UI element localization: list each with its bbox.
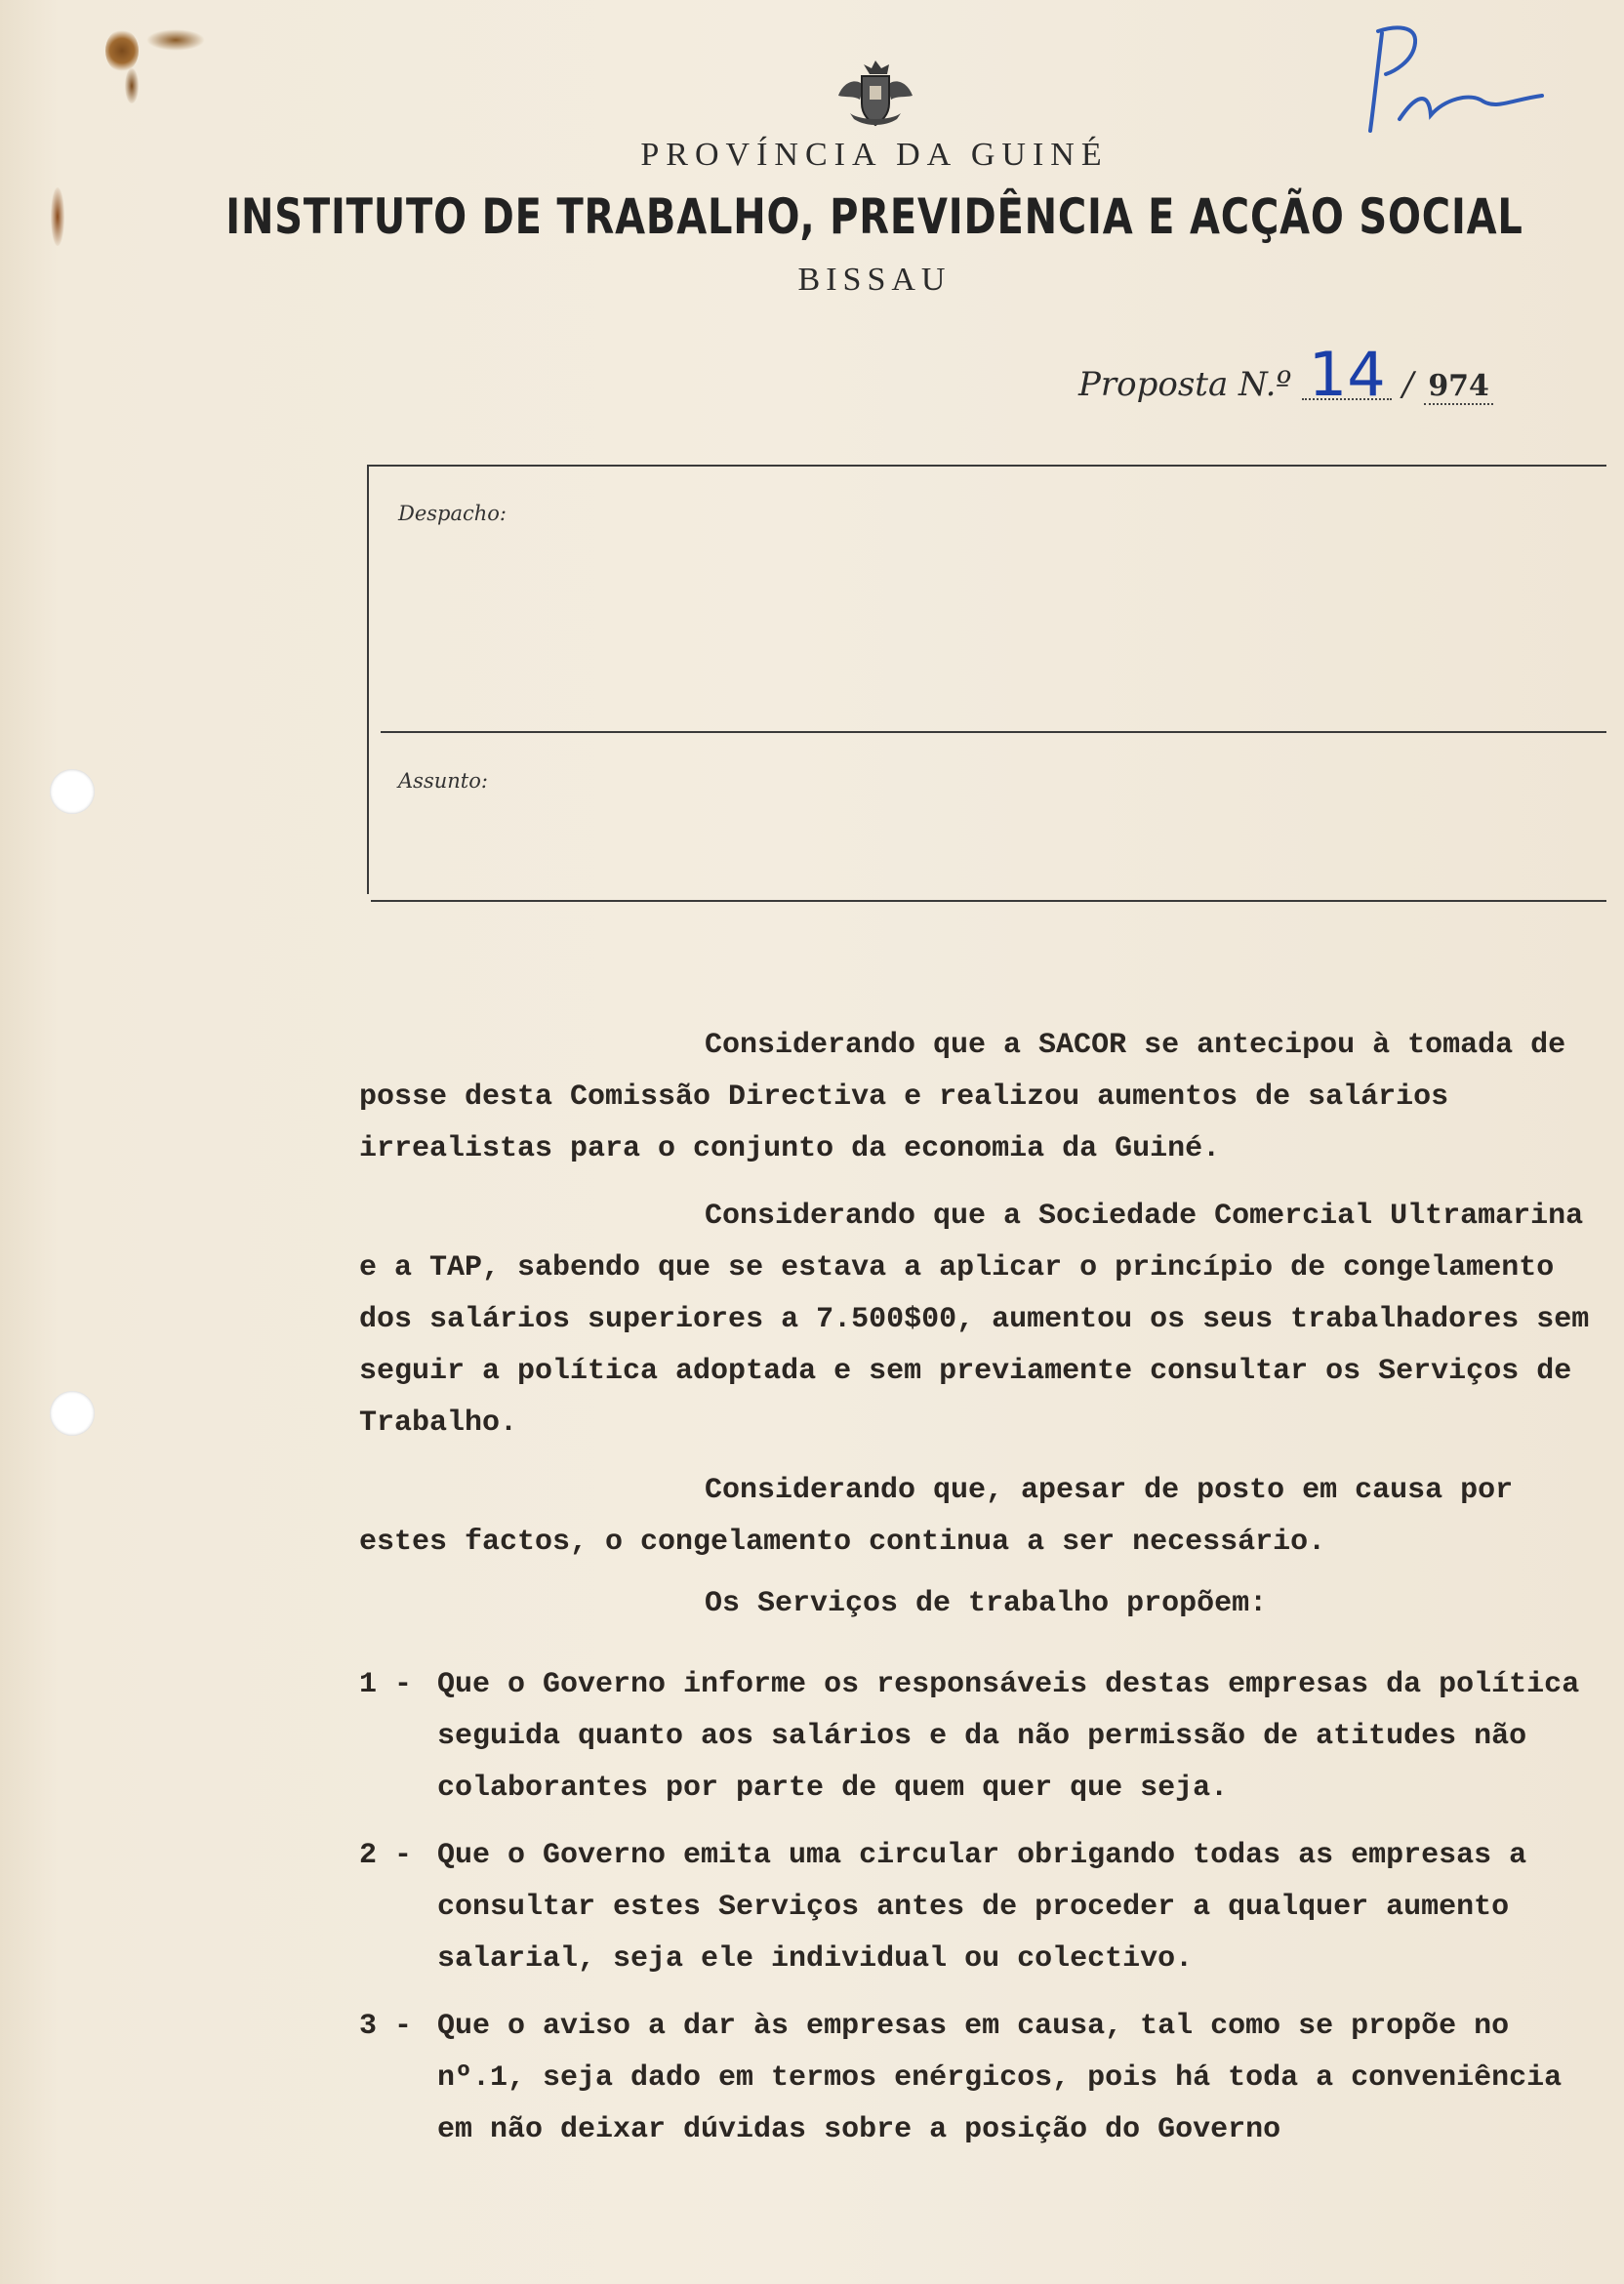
proposal-item-2 xyxy=(359,1830,1599,1985)
proposal-label: Proposta N.º xyxy=(1078,365,1292,404)
assunto-label: Assunto: xyxy=(398,769,488,793)
handwritten-initials xyxy=(1357,21,1552,139)
rust-stain xyxy=(125,68,139,103)
rust-stain xyxy=(105,29,139,72)
coat-of-arms-emblem xyxy=(831,57,920,133)
city-heading: BISSAU xyxy=(797,262,952,298)
proposal-number-line xyxy=(1078,339,1493,410)
item-text: Que o aviso a dar às empresas em causa, tal como se propõe no nº.1, seja dado em termos enérgicos, pois há toda a conveniência em não deixar dúvidas sobre a posição do Governo xyxy=(437,2010,1563,2146)
item-number: 3 - xyxy=(359,2010,413,2043)
paragraph-ultramarina-tap: Considerando que a Sociedade Comercial Ultramarina e a TAP, sabendo que se estava a aplicar o princípio de congelamento dos salários superiores a 7.500$00, aumentou os seus trabalhadores sem seguir a política adoptada e sem previamente consultar os Serviços de Trabalho. xyxy=(359,1200,1590,1440)
form-box-divider xyxy=(381,731,1606,733)
rust-stain xyxy=(51,187,64,246)
rust-stain xyxy=(146,29,205,51)
proposal-separator: / xyxy=(1402,365,1414,404)
item-number: 2 - xyxy=(359,1839,413,1872)
item-number: 1 - xyxy=(359,1668,413,1701)
punch-hole xyxy=(50,1391,95,1436)
institute-heading: INSTITUTO DE TRABALHO, PREVIDÊNCIA E ACÇÃO SOCIAL xyxy=(225,188,1523,245)
form-box-top-border xyxy=(367,465,1606,467)
punch-hole xyxy=(50,769,95,814)
province-heading: PROVÍNCIA DA GUINÉ xyxy=(640,137,1109,173)
item-text: Que o Governo informe os responsáveis destas empresas da política seguida quanto aos salários e da não permissão de atitudes não colaborantes por parte de quem quer que seja. xyxy=(437,1668,1580,1805)
item-text: Que o Governo emita uma circular obrigando todas as empresas a consultar estes Serviços antes de proceder a qualquer aumento salarial, seja ele individual ou colectivo. xyxy=(437,1839,1527,1976)
proposal-year: 974 xyxy=(1424,369,1493,405)
paragraph-sacor: Considerando que a SACOR se antecipou à tomada de posse desta Comissão Directiva e realizou aumentos de salários irrealistas para o conjunto da economia da Guiné. xyxy=(359,1029,1566,1165)
proposal-number: 14 xyxy=(1302,351,1392,400)
paragraph-congelamento: Considerando que, apesar de posto em causa por estes factos, o congelamento continua a ser necessário. xyxy=(359,1474,1514,1559)
despacho-label: Despacho: xyxy=(398,502,508,525)
proposal-item-1 xyxy=(359,1659,1599,1815)
paragraph-propoem: Os Serviços de trabalho propõem: xyxy=(705,1587,1268,1620)
form-box-left-border xyxy=(367,465,369,894)
memo-body xyxy=(359,1020,1599,2156)
form-box-bottom-border xyxy=(371,900,1606,902)
proposal-item-3 xyxy=(359,2001,1599,2156)
